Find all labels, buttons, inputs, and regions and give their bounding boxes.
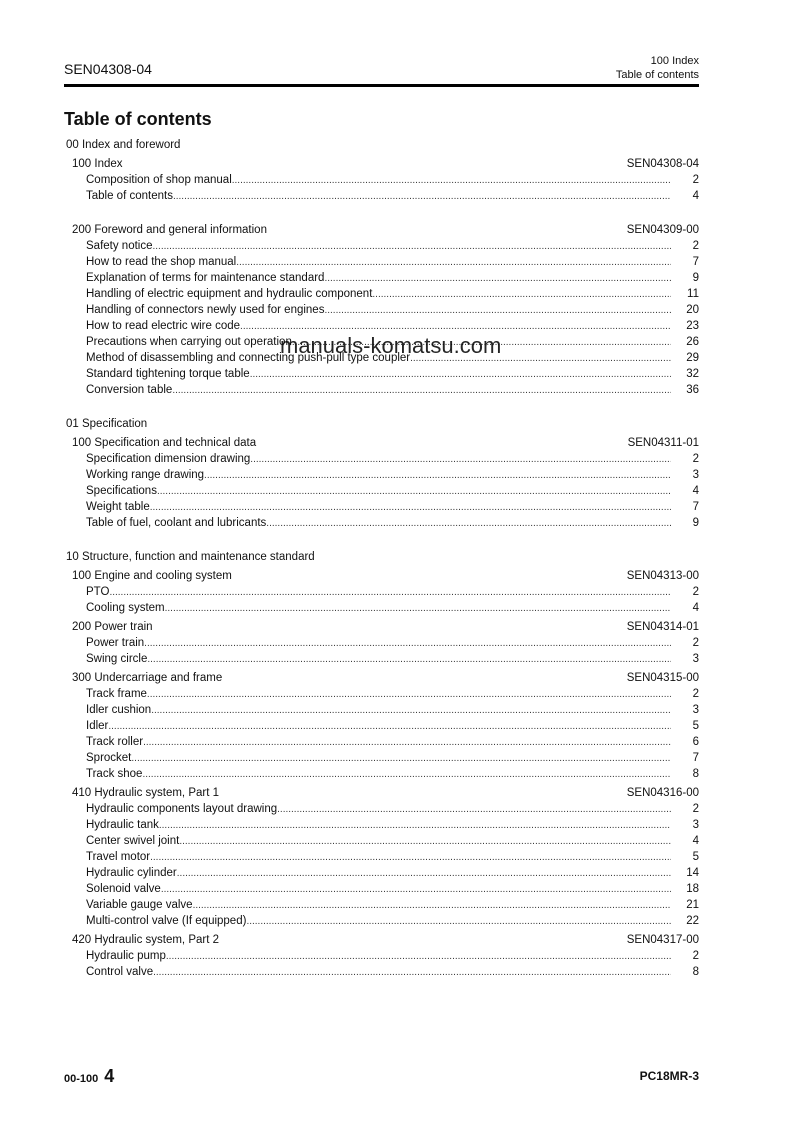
- toc-entry[interactable]: [66, 913, 699, 929]
- toc-entry-label: Table of fuel, coolant and lubricants: [86, 517, 267, 529]
- toc-entry[interactable]: [66, 483, 699, 499]
- chapter-title: 200 Power train: [72, 621, 153, 633]
- dot-leader: [250, 367, 671, 383]
- toc-entry-page: 3: [692, 653, 699, 665]
- toc-entry-label: Power train: [86, 637, 145, 649]
- toc-entry-page: 5: [692, 720, 699, 732]
- toc-entry[interactable]: [66, 584, 699, 600]
- toc-entry-label: Track frame: [86, 688, 147, 700]
- toc-entry[interactable]: [66, 600, 699, 616]
- footer-left: [64, 1066, 114, 1087]
- chapter-code: SEN04309-00: [626, 224, 699, 236]
- toc-entry[interactable]: [66, 188, 699, 204]
- toc-entry-label: Idler: [86, 720, 109, 732]
- toc-entry[interactable]: [66, 318, 699, 334]
- toc-entry-page: 4: [692, 485, 699, 497]
- page-number: 4: [104, 1066, 115, 1086]
- dot-leader: [150, 500, 671, 516]
- toc-entry[interactable]: [66, 948, 699, 964]
- toc-entry-label: Control valve: [86, 966, 154, 978]
- toc-entry-page: 26: [686, 336, 699, 348]
- toc-entry-label: Travel motor: [86, 851, 151, 863]
- dot-leader: [372, 287, 671, 303]
- toc-entry[interactable]: [66, 651, 699, 667]
- dot-leader: [324, 271, 671, 287]
- toc-entry-page: 7: [692, 256, 699, 268]
- toc-entry[interactable]: [66, 718, 699, 734]
- dot-leader: [109, 585, 671, 601]
- dot-leader: [165, 601, 671, 617]
- dot-leader: [277, 802, 671, 818]
- chapter-heading[interactable]: [66, 435, 699, 451]
- chapter-heading[interactable]: [66, 670, 699, 686]
- toc-entry[interactable]: [66, 817, 699, 833]
- toc-entry[interactable]: [66, 865, 699, 881]
- toc-entry-label: Hydraulic components layout drawing: [86, 803, 278, 815]
- chapter-code: SEN04308-04: [626, 158, 699, 170]
- dot-leader: [166, 949, 671, 965]
- dot-leader: [159, 818, 671, 834]
- dot-leader: [250, 452, 671, 468]
- toc-entry-label: Handling of electric equipment and hydraulic component: [86, 288, 373, 300]
- toc-entry[interactable]: [66, 366, 699, 382]
- toc-entry-label: Swing circle: [86, 653, 148, 665]
- toc-entry[interactable]: [66, 801, 699, 817]
- watermark: manuals-komatsu.com: [280, 333, 502, 358]
- toc-entry-page: 3: [692, 819, 699, 831]
- chapter-heading[interactable]: [66, 222, 699, 238]
- dot-leader: [144, 636, 671, 652]
- header-rule: [64, 84, 699, 87]
- chapter-code: SEN04314-01: [626, 621, 699, 633]
- toc-entry-label: Sprocket: [86, 752, 132, 764]
- toc-entry-label: How to read electric wire code: [86, 320, 241, 332]
- toc-entry-page: 29: [686, 352, 699, 364]
- dot-leader: [232, 173, 671, 189]
- chapter-heading[interactable]: [66, 619, 699, 635]
- toc-entry[interactable]: [66, 382, 699, 398]
- chapter-heading[interactable]: [66, 932, 699, 948]
- toc-entry-label: Track roller: [86, 736, 144, 748]
- toc-entry[interactable]: [66, 270, 699, 286]
- toc-entry-page: 2: [692, 586, 699, 598]
- toc-entry-page: 2: [692, 637, 699, 649]
- toc-entry-page: 7: [692, 752, 699, 764]
- section-heading: 10 Structure, function and maintenance standard: [66, 551, 315, 563]
- table-of-contents: [66, 137, 699, 980]
- toc-entry-page: 3: [692, 704, 699, 716]
- toc-entry-page: 9: [692, 517, 699, 529]
- chapter-heading[interactable]: [66, 156, 699, 172]
- dot-leader: [131, 751, 671, 767]
- toc-entry[interactable]: [66, 451, 699, 467]
- toc-entry-page: 8: [692, 768, 699, 780]
- dot-leader: [204, 468, 671, 484]
- toc-entry-label: Standard tightening torque table: [86, 368, 250, 380]
- model-name: PC18MR-3: [639, 1069, 699, 1083]
- dot-leader: [172, 383, 671, 399]
- toc-entry[interactable]: [66, 286, 699, 302]
- chapter-heading[interactable]: [66, 568, 699, 584]
- header-subtitle: Table of contents: [615, 69, 699, 81]
- chapter-title: 100 Index: [72, 158, 123, 170]
- running-header: [616, 54, 699, 82]
- toc-entry-label: Table of contents: [86, 190, 173, 202]
- dot-leader: [150, 850, 671, 866]
- toc-entry-page: 8: [692, 966, 699, 978]
- toc-entry[interactable]: [66, 833, 699, 849]
- toc-entry-label: Composition of shop manual: [86, 174, 232, 186]
- toc-entry-label: Solenoid valve: [86, 883, 161, 895]
- chapter-title: 420 Hydraulic system, Part 2: [72, 934, 220, 946]
- dot-leader: [266, 516, 671, 532]
- toc-entry-label: Method of disassembling and connecting push-pull type coupler: [86, 352, 411, 364]
- toc-entry-label: Precautions when carrying out operation: [86, 336, 292, 348]
- dot-leader: [246, 914, 671, 930]
- toc-entry-page: 32: [686, 368, 699, 380]
- chapter-code: SEN04313-00: [626, 570, 699, 582]
- toc-entry-page: 4: [692, 190, 699, 202]
- toc-entry[interactable]: [66, 964, 699, 980]
- toc-entry-label: Handling of connectors newly used for engines: [86, 304, 325, 316]
- toc-entry[interactable]: [66, 499, 699, 515]
- toc-entry-page: 23: [686, 320, 699, 332]
- chapter-title: 410 Hydraulic system, Part 1: [72, 787, 220, 799]
- chapter-code: SEN04317-00: [626, 934, 699, 946]
- toc-entry[interactable]: [66, 766, 699, 782]
- toc-entry-page: 20: [686, 304, 699, 316]
- toc-entry-label: Center swivel joint: [86, 835, 180, 847]
- toc-entry[interactable]: [66, 254, 699, 270]
- toc-entry-page: 4: [692, 835, 699, 847]
- dot-leader: [147, 687, 671, 703]
- toc-entry-page: 11: [687, 288, 699, 300]
- toc-entry[interactable]: [66, 302, 699, 318]
- chapter-heading[interactable]: [66, 785, 699, 801]
- toc-entry-label: Specification dimension drawing: [86, 453, 251, 465]
- toc-entry-page: 36: [686, 384, 699, 396]
- header-section: 100 Index: [650, 55, 699, 67]
- toc-entry[interactable]: [66, 172, 699, 188]
- dot-leader: [236, 255, 671, 271]
- toc-entry-page: 14: [686, 867, 699, 879]
- dot-leader: [157, 484, 671, 500]
- toc-entry[interactable]: [66, 686, 699, 702]
- footer-code: 00-100: [64, 1073, 99, 1085]
- toc-entry-page: 22: [686, 915, 699, 927]
- page-title: Table of contents: [64, 109, 212, 129]
- toc-entry-page: 2: [692, 688, 699, 700]
- toc-entry[interactable]: [66, 849, 699, 865]
- toc-entry[interactable]: [66, 750, 699, 766]
- section-heading: 00 Index and foreword: [66, 139, 181, 151]
- chapter-code: SEN04311-01: [627, 437, 699, 449]
- toc-entry-label: PTO: [86, 586, 110, 598]
- toc-entry[interactable]: [66, 467, 699, 483]
- toc-entry-label: Specifications: [86, 485, 157, 497]
- dot-leader: [108, 719, 671, 735]
- toc-entry-page: 6: [692, 736, 699, 748]
- toc-entry[interactable]: [66, 635, 699, 651]
- toc-entry-label: Conversion table: [86, 384, 173, 396]
- toc-entry[interactable]: [66, 702, 699, 718]
- dot-leader: [161, 882, 671, 898]
- toc-entry-page: 21: [686, 899, 699, 911]
- toc-entry-label: Cooling system: [86, 602, 165, 614]
- toc-entry-page: 3: [692, 469, 699, 481]
- toc-entry-page: 9: [692, 272, 699, 284]
- dot-leader: [173, 189, 671, 205]
- dot-leader: [147, 652, 671, 668]
- toc-entry-label: Hydraulic tank: [86, 819, 159, 831]
- chapter-code: SEN04315-00: [626, 672, 699, 684]
- toc-entry-label: Working range drawing: [86, 469, 205, 481]
- toc-entry[interactable]: [66, 897, 699, 913]
- toc-entry-page: 7: [692, 501, 699, 513]
- chapter-title: 200 Foreword and general information: [72, 224, 267, 236]
- toc-entry-page: 2: [692, 453, 699, 465]
- toc-entry[interactable]: [66, 734, 699, 750]
- dot-leader: [142, 767, 671, 783]
- toc-entry[interactable]: [66, 881, 699, 897]
- toc-entry-label: Track shoe: [86, 768, 143, 780]
- dot-leader: [177, 866, 671, 882]
- toc-entry-label: Hydraulic pump: [86, 950, 166, 962]
- toc-entry-label: Multi-control valve (If equipped): [86, 915, 247, 927]
- toc-entry-label: Explanation of terms for maintenance standard: [86, 272, 325, 284]
- toc-entry[interactable]: [66, 515, 699, 531]
- document-code: SEN04308-04: [64, 61, 152, 77]
- toc-entry-page: 2: [692, 174, 699, 186]
- chapter-title: 100 Specification and technical data: [72, 437, 257, 449]
- toc-entry-label: Safety notice: [86, 240, 153, 252]
- dot-leader: [143, 735, 671, 751]
- chapter-title: 100 Engine and cooling system: [72, 570, 232, 582]
- dot-leader: [193, 898, 671, 914]
- chapter-code: SEN04316-00: [626, 787, 699, 799]
- toc-entry-label: Idler cushion: [86, 704, 152, 716]
- toc-entry-label: How to read the shop manual: [86, 256, 237, 268]
- toc-entry-label: Hydraulic cylinder: [86, 867, 177, 879]
- toc-entry-label: Weight table: [86, 501, 150, 513]
- dot-leader: [324, 303, 671, 319]
- dot-leader: [179, 834, 671, 850]
- toc-entry-label: Variable gauge valve: [86, 899, 193, 911]
- toc-entry[interactable]: [66, 238, 699, 254]
- dot-leader: [152, 239, 671, 255]
- chapter-title: 300 Undercarriage and frame: [72, 672, 223, 684]
- toc-entry-page: 5: [692, 851, 699, 863]
- toc-entry-page: 2: [692, 240, 699, 252]
- toc-entry-page: 4: [692, 602, 699, 614]
- toc-entry-page: 18: [686, 883, 699, 895]
- toc-entry-page: 2: [692, 950, 699, 962]
- dot-leader: [153, 965, 671, 981]
- dot-leader: [151, 703, 671, 719]
- section-heading: 01 Specification: [66, 418, 148, 430]
- toc-entry-page: 2: [692, 803, 699, 815]
